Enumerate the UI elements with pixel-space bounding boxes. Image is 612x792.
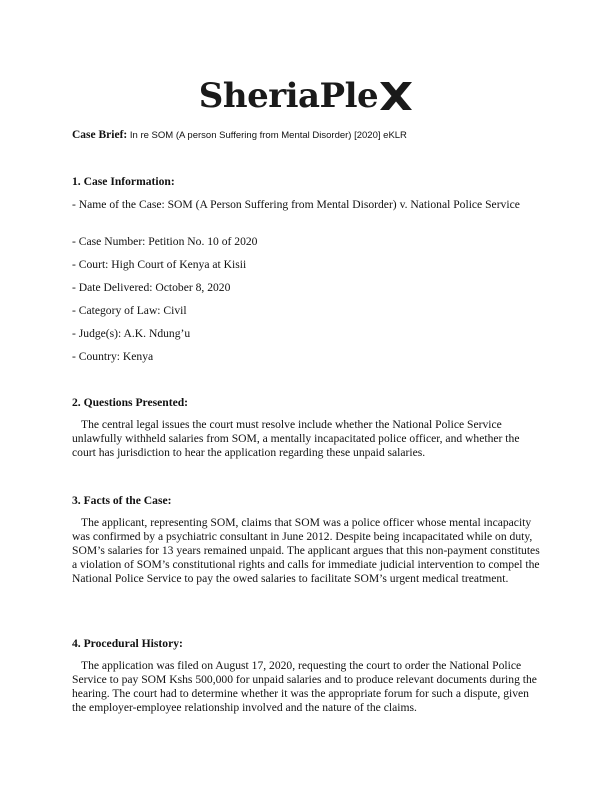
case-info-item: - Country: Kenya <box>72 350 154 363</box>
case-info-item: - Category of Law: Civil <box>72 304 187 317</box>
case-info-item: - Name of the Case: SOM (A Person Suffering from Mental Disorder) v. National Police Service <box>72 198 520 211</box>
section-heading-procedural-history: 4. Procedural History: <box>72 637 183 650</box>
section-heading-facts: 3. Facts of the Case: <box>72 494 172 507</box>
section-heading-questions-presented: 2. Questions Presented: <box>72 396 189 409</box>
case-brief-title: In re SOM (A person Suffering from Mental Disorder) [2020] eKLR <box>129 130 407 141</box>
section-heading-case-information: 1. Case Information: <box>72 175 175 188</box>
case-info-item: - Judge(s): A.K. Ndung’u <box>72 327 191 340</box>
logo-text: SheriaPle <box>198 76 379 116</box>
facts-paragraph: The applicant, representing SOM, claims that SOM was a police officer whose mental incapacity was confirmed by a psychiatric consultant in June 2012. Despite being incapacitated while on duty, SOM’s salaries for 13 years remained unpaid. The applicant argues that this non-payment constitutes a violation of SOM’s constitutional rights and calls for immediate judicial intervention to compel the National Police Service to pay the owed salaries to facilitate SOM’s urgent medical treatment. <box>72 516 540 585</box>
case-brief-line <box>72 129 407 141</box>
case-info-item: - Case Number: Petition No. 10 of 2020 <box>72 235 258 248</box>
logo-x-icon <box>379 81 413 111</box>
case-info-item: - Date Delivered: October 8, 2020 <box>72 281 231 294</box>
case-brief-label: Case Brief: <box>72 129 128 141</box>
sheriaplex-logo <box>0 76 612 116</box>
case-info-item: - Court: High Court of Kenya at Kisii <box>72 258 247 271</box>
questions-paragraph: The central legal issues the court must resolve include whether the National Police Service unlawfully withheld salaries from SOM, a mentally incapacitated police officer, and whether the court has jurisdiction to hear the application regarding these unpaid salaries. <box>72 418 520 459</box>
procedural-paragraph: The application was filed on August 17, 2020, requesting the court to order the National Police Service to pay SOM Kshs 500,000 for unpaid salaries and to produce relevant documents during the hearing. The court had to determine whether it was the appropriate forum for such a dispute, given the employer-employee relationship involved and the nature of the claims. <box>72 659 537 714</box>
